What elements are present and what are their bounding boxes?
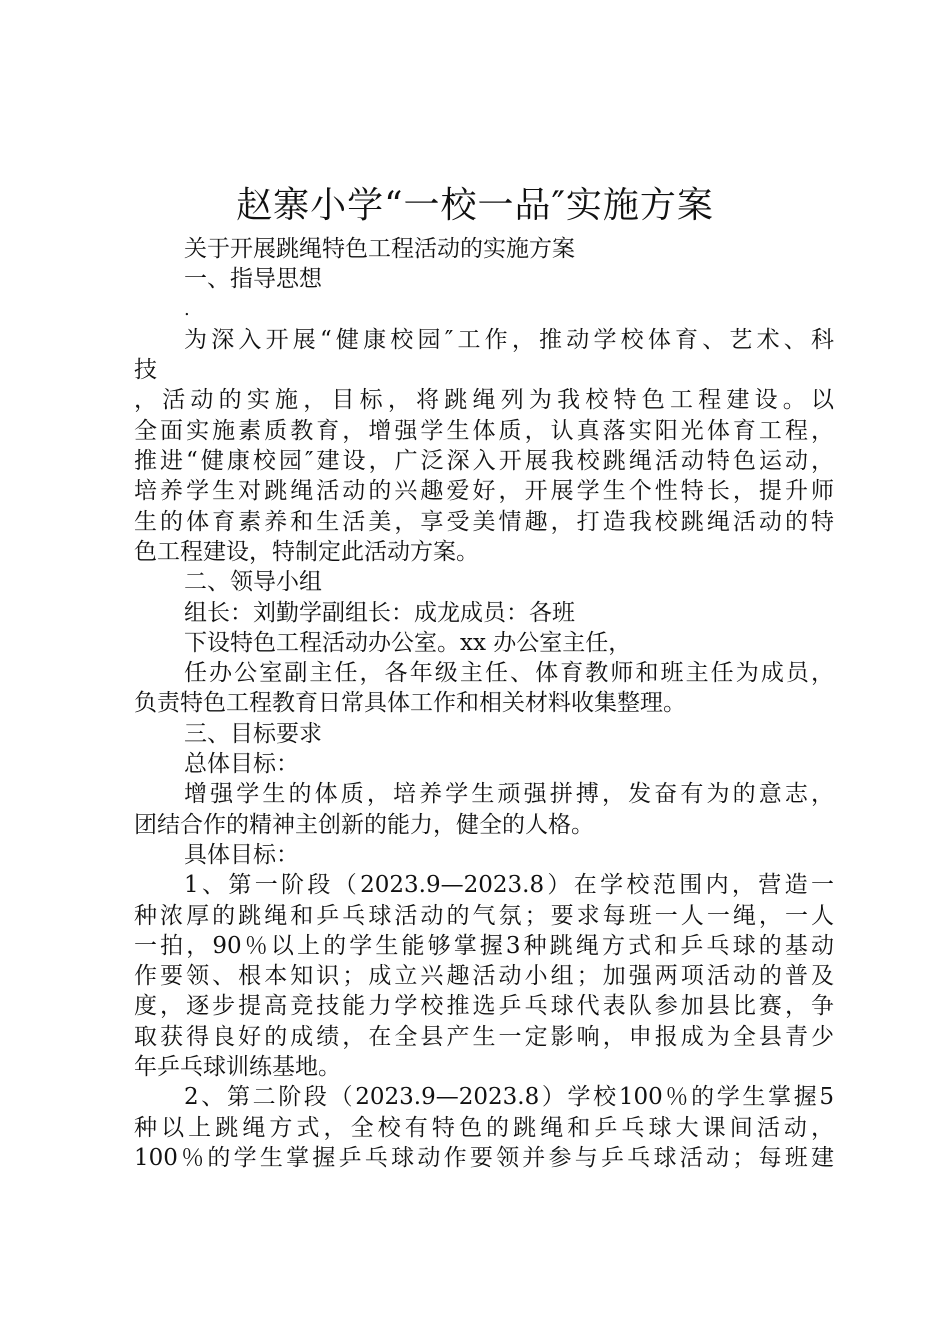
text-line: 团结合作的精神主创新的能力，健全的人格。	[134, 811, 594, 838]
text-line: 推进“健康校园″建设，广泛深入开展我校跳绳活动特色运动，	[134, 448, 834, 475]
text-line: 年乒乓球训练基地。	[134, 1054, 341, 1081]
section-heading: 二、领导小组	[184, 569, 322, 596]
subtitle-line: 关于开展跳绳特色工程活动的实施方案	[184, 236, 575, 262]
text-line: 种以上跳绳方式，全校有特色的跳绳和乒乓球大课间活动，	[134, 1114, 834, 1141]
text-line: 任办公室副主任，各年级主任、体育教师和班主任为成员，	[184, 660, 834, 687]
text-line: ，活动的实施，目标，将跳绳列为我校特色工程建设。以	[134, 387, 834, 414]
text-line: 具体目标：	[184, 841, 299, 868]
text-line: 色工程建设，特制定此活动方案。	[134, 538, 479, 565]
text-line: 培养学生对跳绳活动的兴趣爱好，开展学生个性特长，提升师	[134, 478, 834, 505]
text-line: 作要领、根本知识；成立兴趣活动小组；加强两项活动的普及	[134, 963, 834, 990]
section-heading: 一、指导思想	[184, 266, 322, 293]
text-line: 为深入开展“健康校园″工作，推动学校体育、艺术、科	[184, 326, 834, 353]
text-line: 2、第二阶段（2023.9—2023.8）学校100％的学生掌握5	[184, 1084, 834, 1111]
text-line: 度，逐步提高竞技能力学校推选乒乓球代表队参加县比赛，争	[134, 993, 834, 1020]
text-line: 种浓厚的跳绳和乒乓球活动的气氛；要求每班一人一绳，一人	[134, 902, 834, 929]
section-heading: 三、目标要求	[184, 720, 322, 747]
text-line: 100％的学生掌握乒乓球动作要领并参与乒乓球活动；每班建	[134, 1144, 834, 1171]
text-line: 技	[134, 357, 157, 384]
text-line: 下设特色工程活动办公室。xx 办公室主任，	[184, 629, 632, 656]
text-line: 增强学生的体质，培养学生顽强拼搏，发奋有为的意志，	[184, 781, 834, 808]
text-line: 取获得良好的成绩，在全县产生一定影响，申报成为全县青少	[134, 1023, 834, 1050]
document-title: 赵寨小学“一校一品″实施方案	[236, 185, 714, 226]
text-line: 1、第一阶段（2023.9—2023.8）在学校范围内，营造一	[184, 872, 834, 899]
document-body	[134, 234, 834, 1173]
text-line: 负责特色工程教育日常具体工作和相关材料收集整理。	[134, 690, 686, 717]
text-line: 总体目标：	[184, 751, 299, 778]
text-line: .	[184, 298, 190, 320]
text-line: 全面实施素质教育，增强学生体质，认真落实阳光体育工程，	[134, 417, 834, 444]
text-line: 一拍，90％以上的学生能够掌握3种跳绳方式和乒乓球的基动	[134, 932, 834, 959]
text-line: 生的体育素养和生活美，享受美情趣，打造我校跳绳活动的特	[134, 508, 834, 535]
text-line: 组长：刘勤学副组长：成龙成员：各班	[184, 599, 575, 626]
